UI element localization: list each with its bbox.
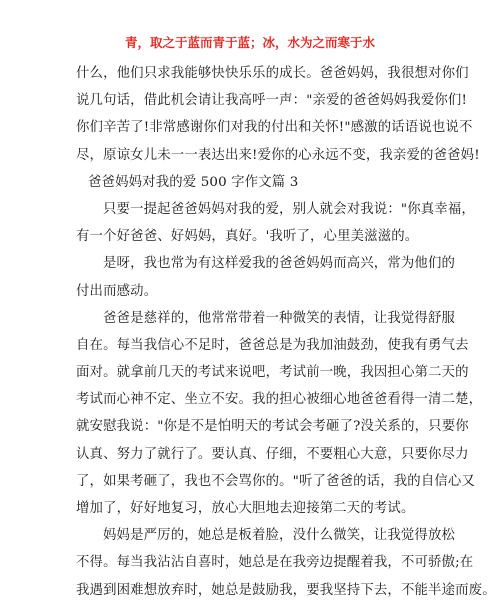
- text-line: 你们辛苦了!非常感谢你们对我的付出和关怀!"感激的话语说也说不: [76, 120, 473, 136]
- text-line: 增加了，好好地复习，放心大胆地去迎接第二天的考试。: [76, 501, 415, 516]
- text-line: 面对。就拿前几天的考试来说吧，考试前一晚，我因担心第二天的: [76, 365, 469, 381]
- text-line: 就安慰我说："你是不是怕明天的考试会考砸了?没关系的，只要你: [76, 419, 469, 435]
- text-line: 了，如果考砸了，我也不会骂你的。"听了爸爸的话，我的自信心又: [76, 473, 475, 489]
- text-line: 只要一提起爸爸妈妈对我的爱，别人就会对我说："你真幸福，: [103, 201, 475, 217]
- text-line: 我遇到困难想放弃时，她总是鼓励我，要我坚持下去，不能半途而废。: [76, 582, 496, 598]
- page-header-quote: 青，取之于蓝而青于蓝；冰，水为之而寒于水: [124, 35, 375, 50]
- text-line: 认真、努力了就行了。要认真、仔细，不要粗心大意，只要你尽力: [76, 446, 469, 462]
- text-line: 什么，他们只求我能够快快乐乐的成长。爸爸妈妈，我很想对你们: [76, 66, 469, 81]
- text-line: 尽，原谅女儿未一一表达出来!爱你的心永远不变，我亲爱的爸爸妈!: [76, 147, 480, 163]
- text-line: 是呀，我也常为有这样爱我的爸爸妈妈而高兴，常为他们的: [103, 256, 456, 272]
- text-line: 考试而心神不定、坐立不安。我的担心被细心地爸爸看得一清二楚，: [76, 392, 483, 408]
- text-line: 妈妈是严厉的，她总是板着脸，没什么微笑，让我觉得放松: [103, 528, 456, 544]
- section-heading: 爸爸妈妈对我的爱 500 字作文篇 3: [88, 174, 299, 190]
- text-line: 付出而感动。: [76, 283, 158, 299]
- text-line: 不得。每当我沾沾自喜时，她总是在我旁边提醒着我，不可骄傲;在: [76, 555, 474, 571]
- article-body: [76, 60, 496, 599]
- text-line: 说几句话，借此机会请让我高呼一声："亲爱的爸爸妈妈我爱你们!: [76, 93, 467, 109]
- text-line: 有一个好爸爸、好妈妈，真好。'我听了，心里美滋滋的。: [76, 229, 419, 245]
- text-line: 自在。每当我信心不足时，爸爸总是为我加油鼓劲，使我有勇气去: [76, 337, 469, 353]
- text-line: 爸爸是慈祥的，他常常带着一种微笑的表情，让我觉得舒服: [103, 310, 456, 326]
